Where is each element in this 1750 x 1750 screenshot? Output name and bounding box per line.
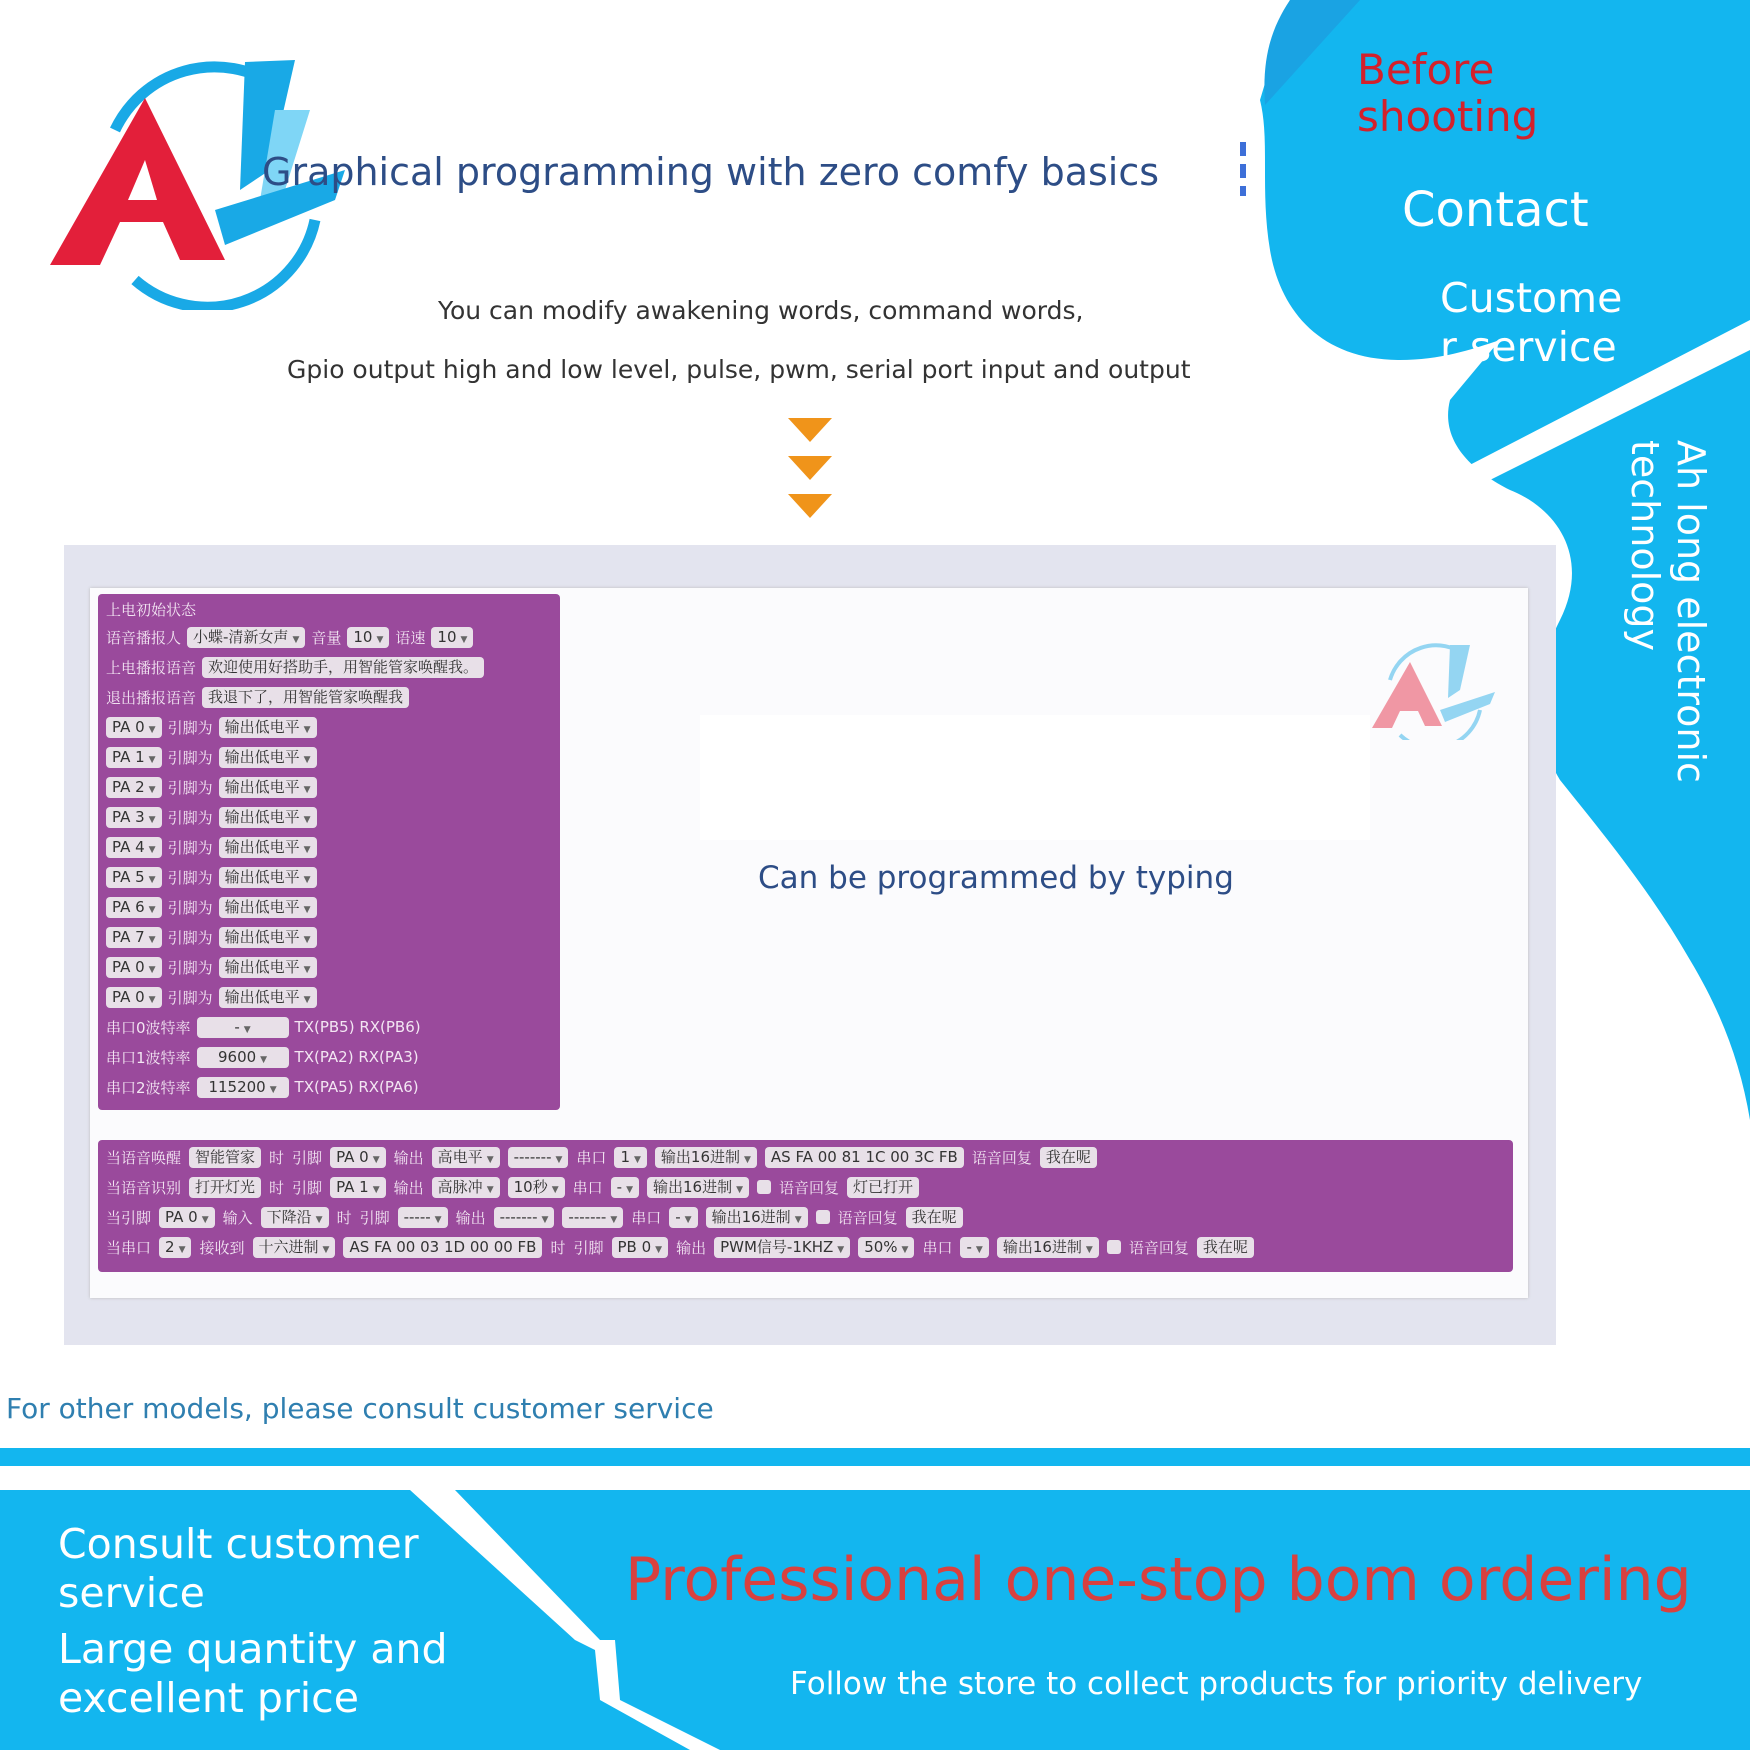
title-accent (1240, 142, 1248, 198)
pin-row (98, 952, 560, 982)
rule-label: 引脚 (292, 1178, 323, 1197)
chevron-down-icon: ▼ (315, 1214, 323, 1225)
chevron-down-icon: ▼ (148, 844, 156, 855)
rule-field[interactable] (398, 1207, 448, 1228)
rule-label: 输出 (455, 1208, 486, 1227)
rule-label: 时 (269, 1178, 285, 1197)
other-models-note: For other models, please consult customer service (6, 1392, 714, 1425)
speed-dropdown[interactable] (431, 627, 473, 648)
pin-dropdown[interactable] (106, 987, 162, 1008)
chevron-down-icon: ▼ (148, 754, 156, 765)
chevron-down-icon: ▼ (148, 934, 156, 945)
watermark-logo (1370, 640, 1500, 740)
rule-field-value: 输出16进制 (1002, 1237, 1082, 1256)
pin-mode-dropdown[interactable] (219, 837, 317, 858)
chevron-down-icon: ▼ (372, 1154, 380, 1165)
volume-dropdown[interactable] (347, 627, 389, 648)
price-line-2: excellent price (58, 1674, 359, 1722)
pin-mode-dropdown-value: 输出低电平 (224, 717, 300, 736)
rule-field[interactable] (765, 1147, 964, 1168)
rule-field[interactable] (611, 1177, 639, 1198)
rule-field[interactable] (494, 1207, 555, 1228)
baud-dropdown[interactable] (197, 1017, 289, 1038)
rule-field[interactable] (612, 1237, 669, 1258)
rule-field[interactable] (432, 1177, 500, 1198)
rule-field-value: 输出16进制 (652, 1177, 733, 1196)
rule-field[interactable] (261, 1207, 329, 1228)
rule-field-value: - (966, 1237, 972, 1256)
chevron-down-icon: ▼ (486, 1154, 494, 1165)
rule-field[interactable] (960, 1237, 988, 1258)
pin-mode-dropdown-value: 输出低电平 (224, 957, 300, 976)
serial-label: 串口2波特率 (106, 1078, 191, 1097)
baud-dropdown[interactable] (197, 1077, 289, 1098)
pin-dropdown-value: PA 4 (112, 837, 145, 856)
rule-field[interactable] (614, 1147, 646, 1168)
rule-label: 时 (550, 1238, 566, 1257)
pin-mode-dropdown-value: 输出低电平 (224, 987, 300, 1006)
pin-mode-dropdown[interactable] (219, 867, 317, 888)
pin-row (98, 712, 560, 742)
pin-dropdown[interactable] (106, 777, 162, 798)
pin-mode-dropdown-value: 输出低电平 (224, 897, 300, 916)
pin-row (98, 892, 560, 922)
chevron-down-icon: ▼ (1085, 1244, 1093, 1255)
before-shooting-label (1357, 46, 1538, 140)
rule-field[interactable] (508, 1177, 565, 1198)
chevron-down-icon: ▼ (655, 1244, 663, 1255)
rule-field[interactable] (189, 1177, 261, 1198)
pin-dropdown-value: PA 0 (112, 717, 145, 736)
rule-label: 语音回复 (779, 1178, 840, 1197)
chevron-down-icon: ▼ (178, 1244, 186, 1255)
follow-store-text: Follow the store to collect products for priority delivery (790, 1666, 1643, 1702)
consult-text (58, 1520, 419, 1618)
pin-row (98, 772, 560, 802)
chevron-down-icon: ▼ (736, 1184, 743, 1195)
pin-mode-dropdown-value: 输出低电平 (224, 927, 300, 946)
rule-field-value: 1 (620, 1147, 630, 1166)
rule-field-value: 智能管家 (195, 1147, 256, 1166)
rule-checkbox[interactable] (757, 1180, 771, 1194)
rule-field-value: ----- (403, 1207, 431, 1226)
rule-field-value: ------- (499, 1207, 538, 1226)
speaker-value: 小蝶-清新女声 (193, 627, 289, 646)
rule-label: 语音回复 (971, 1148, 1032, 1167)
chevron-down-icon: ▼ (148, 994, 156, 1005)
serial-pins-label: TX(PA5) RX(PA6) (294, 1078, 419, 1096)
rule-field-value: PA 0 (165, 1207, 198, 1226)
pin-mode-dropdown[interactable] (219, 747, 317, 768)
down-arrow-icon (786, 418, 834, 523)
subtitle-line-2: Gpio output high and low level, pulse, pwm, serial port input and output (287, 355, 1191, 384)
pin-mode-dropdown[interactable] (219, 897, 317, 918)
pin-dropdown-value: PA 1 (112, 747, 145, 766)
pin-mode-dropdown-value: 输出低电平 (224, 807, 300, 826)
pin-mode-dropdown[interactable] (219, 807, 317, 828)
serial-row (98, 1072, 560, 1102)
speed-value: 10 (437, 627, 457, 646)
chevron-down-icon: ▼ (303, 814, 311, 825)
serial-label: 串口1波特率 (106, 1048, 191, 1067)
rule-label: 输出 (393, 1148, 424, 1167)
blank-area (700, 715, 1370, 840)
rule-label: 语音回复 (837, 1208, 898, 1227)
pin-mode-dropdown[interactable] (219, 717, 317, 738)
serial-label: 串口0波特率 (106, 1018, 191, 1037)
pin-mode-dropdown[interactable] (219, 927, 317, 948)
chevron-down-icon: ▼ (684, 1214, 692, 1225)
rule-field-value: 2 (165, 1237, 175, 1256)
rules-block[interactable] (98, 1140, 1513, 1272)
chevron-down-icon: ▼ (148, 904, 156, 915)
rule-label: 当引脚 (106, 1208, 152, 1227)
rule-checkbox[interactable] (1107, 1240, 1121, 1254)
rule-field[interactable] (706, 1207, 808, 1228)
pin-label: 引脚为 (167, 838, 213, 857)
chevron-down-icon: ▼ (243, 1024, 251, 1035)
rule-label: 时 (336, 1208, 352, 1227)
contact-label: Contact (1402, 182, 1589, 238)
serial-pins-label: TX(PA2) RX(PA3) (294, 1048, 419, 1066)
rule-field[interactable] (508, 1147, 569, 1168)
rule-field[interactable] (189, 1147, 261, 1168)
pin-rows (98, 712, 560, 1012)
chevron-down-icon: ▼ (975, 1244, 983, 1255)
bottom-stripe (0, 1448, 1750, 1466)
pin-dropdown[interactable] (106, 747, 162, 768)
rule-label: 引脚 (292, 1148, 323, 1167)
rule-field[interactable] (669, 1207, 697, 1228)
rule-field-value: ------- (513, 1147, 552, 1166)
rule-row (98, 1202, 1513, 1232)
speaker-dropdown[interactable] (187, 627, 305, 648)
chevron-down-icon: ▼ (303, 724, 311, 735)
rule-row (98, 1232, 1513, 1262)
before-shooting-line-2: shooting (1357, 92, 1539, 141)
pin-mode-dropdown[interactable] (219, 987, 317, 1008)
subtitle-line-1: You can modify awakening words, command words, (438, 296, 1084, 325)
pin-dropdown[interactable] (106, 807, 162, 828)
rule-rows (98, 1142, 1513, 1262)
serial-row (98, 1012, 560, 1042)
consult-line-2: service (58, 1569, 205, 1617)
rule-field[interactable] (159, 1207, 215, 1228)
chevron-down-icon: ▼ (148, 964, 156, 975)
rule-checkbox[interactable] (816, 1210, 830, 1224)
chevron-down-icon: ▼ (303, 964, 311, 975)
rule-field[interactable] (847, 1177, 919, 1198)
chevron-down-icon: ▼ (303, 904, 311, 915)
rule-field[interactable] (330, 1147, 386, 1168)
page-title: Graphical programming with zero comfy basics (262, 150, 1160, 194)
pin-row (98, 922, 560, 952)
rule-field-value: PA 1 (336, 1177, 369, 1196)
rule-label: 当串口 (106, 1238, 152, 1257)
price-line-1: Large quantity and (58, 1625, 448, 1673)
rule-label: 输入 (222, 1208, 253, 1227)
pin-dropdown-value: PA 3 (112, 807, 145, 826)
rule-label: 串口 (631, 1208, 662, 1227)
rule-field[interactable] (330, 1177, 386, 1198)
price-text (58, 1625, 447, 1723)
pin-label: 引脚为 (167, 748, 213, 767)
pin-row (98, 982, 560, 1012)
chevron-down-icon: ▼ (269, 1084, 277, 1095)
chevron-down-icon: ▼ (148, 724, 156, 735)
rule-field[interactable] (647, 1177, 749, 1198)
pin-mode-dropdown-value: 输出低电平 (224, 777, 300, 796)
pin-label: 引脚为 (167, 868, 213, 887)
init-block-header: 上电初始状态 (106, 600, 197, 619)
customer-service-line-2: r service (1440, 323, 1617, 371)
chevron-down-icon: ▼ (434, 1214, 442, 1225)
pin-dropdown[interactable] (106, 717, 162, 738)
consult-line-1: Consult customer (58, 1520, 419, 1568)
rule-field-value: AS FA 00 03 1D 00 00 FB (349, 1237, 537, 1256)
pin-label: 引脚为 (167, 808, 213, 827)
pin-mode-dropdown[interactable] (219, 777, 317, 798)
chevron-down-icon: ▼ (633, 1154, 641, 1165)
chevron-down-icon: ▼ (292, 634, 300, 645)
power-on-label: 上电播报语音 (106, 658, 197, 677)
rule-row (98, 1172, 1513, 1202)
chevron-down-icon: ▼ (551, 1184, 559, 1195)
pin-mode-dropdown-value: 输出低电平 (224, 867, 300, 886)
chevron-down-icon: ▼ (555, 1154, 563, 1165)
rule-field[interactable] (343, 1237, 542, 1258)
rule-label: 串口 (576, 1148, 607, 1167)
volume-value: 10 (353, 627, 373, 646)
chevron-down-icon: ▼ (460, 634, 468, 645)
rule-field-value: 输出16进制 (660, 1147, 740, 1166)
rule-field-value: ------- (568, 1207, 607, 1226)
chevron-down-icon: ▼ (901, 1244, 909, 1255)
pin-label: 引脚为 (167, 928, 213, 947)
rule-field-value: PB 0 (617, 1237, 652, 1256)
pin-label: 引脚为 (167, 958, 213, 977)
rule-field[interactable] (1040, 1147, 1097, 1168)
pin-row (98, 832, 560, 862)
chevron-down-icon: ▼ (303, 784, 311, 795)
chevron-down-icon: ▼ (303, 844, 311, 855)
chevron-down-icon: ▼ (486, 1184, 494, 1195)
rule-field[interactable] (1197, 1237, 1254, 1258)
rule-field[interactable] (655, 1147, 757, 1168)
rule-field-value: PWM信号-1KHZ (720, 1237, 834, 1256)
rule-field[interactable] (432, 1147, 500, 1168)
rule-label: 串口 (572, 1178, 603, 1197)
chevron-down-icon: ▼ (541, 1214, 549, 1225)
vertical-brand-line-1: Ah long electronic (1669, 440, 1713, 783)
chevron-down-icon: ▼ (610, 1214, 618, 1225)
rule-label: 引脚 (573, 1238, 604, 1257)
rule-field-value: 输出16进制 (711, 1207, 791, 1226)
chevron-down-icon: ▼ (372, 1184, 380, 1195)
rule-label: 接收到 (199, 1238, 245, 1257)
rule-field[interactable] (997, 1237, 1099, 1258)
chevron-down-icon: ▼ (626, 1184, 633, 1195)
pin-dropdown-value: PA 6 (112, 897, 145, 916)
pin-row (98, 802, 560, 832)
pin-mode-dropdown-value: 输出低电平 (224, 747, 300, 766)
rule-field[interactable] (858, 1237, 914, 1258)
rule-field-value: 10秒 (513, 1177, 548, 1196)
pin-label: 引脚为 (167, 898, 213, 917)
rule-label: 当语音唤醒 (106, 1148, 182, 1167)
before-shooting-line-1: Before (1357, 45, 1495, 94)
baud-dropdown[interactable] (197, 1047, 289, 1068)
rule-field-value: PA 0 (336, 1147, 369, 1166)
rule-field-value: - (616, 1177, 623, 1196)
pin-dropdown[interactable] (106, 867, 162, 888)
pin-mode-dropdown[interactable] (219, 957, 317, 978)
chevron-down-icon: ▼ (322, 1244, 330, 1255)
chevron-down-icon: ▼ (303, 994, 311, 1005)
pin-dropdown-value: PA 2 (112, 777, 145, 796)
vertical-brand-text (1622, 440, 1714, 783)
rule-label: 语音回复 (1128, 1238, 1189, 1257)
chevron-down-icon: ▼ (837, 1244, 845, 1255)
pin-dropdown-value: PA 0 (112, 987, 145, 1006)
exit-input[interactable]: 我退下了，用智能管家唤醒我 (202, 687, 409, 708)
rule-field[interactable] (714, 1237, 850, 1258)
rule-field-value: 我在呢 (911, 1207, 957, 1226)
baud-dropdown-value: 9600 (217, 1047, 257, 1066)
baud-dropdown-value: - (234, 1017, 240, 1036)
chevron-down-icon: ▼ (148, 874, 156, 885)
chevron-down-icon: ▼ (303, 934, 311, 945)
pin-row (98, 862, 560, 892)
pin-dropdown[interactable] (106, 957, 162, 978)
rule-field-value: 我在呢 (1045, 1147, 1091, 1166)
speaker-label: 语音播报人 (106, 628, 182, 647)
rule-field-value: 高脉冲 (437, 1177, 483, 1196)
rule-field-value: 灯已打开 (853, 1177, 914, 1196)
rule-field-value: 我在呢 (1202, 1237, 1248, 1256)
volume-label: 音量 (311, 628, 342, 647)
pin-label: 引脚为 (167, 778, 213, 797)
pin-dropdown[interactable] (106, 897, 162, 918)
rule-field[interactable] (906, 1207, 963, 1228)
typing-note: Can be programmed by typing (758, 860, 1234, 896)
rule-label: 引脚 (359, 1208, 390, 1227)
pin-label: 引脚为 (167, 718, 213, 737)
vertical-brand-line-2: technology (1623, 440, 1667, 652)
chevron-down-icon: ▼ (148, 784, 156, 795)
rule-field-value: 下降沿 (266, 1207, 312, 1226)
rule-label: 输出 (393, 1178, 424, 1197)
rule-field-value: - (675, 1207, 681, 1226)
chevron-down-icon: ▼ (303, 754, 311, 765)
pin-dropdown-value: PA 5 (112, 867, 145, 886)
rule-field-value: 打开灯光 (195, 1177, 256, 1196)
chevron-down-icon: ▼ (376, 634, 384, 645)
pin-row (98, 742, 560, 772)
rule-label: 时 (269, 1148, 285, 1167)
pin-label: 引脚为 (167, 988, 213, 1007)
serial-pins-label: TX(PB5) RX(PB6) (294, 1018, 421, 1036)
customer-service-line-1: Custome (1440, 274, 1623, 322)
chevron-down-icon: ▼ (794, 1214, 802, 1225)
rule-label: 串口 (922, 1238, 953, 1257)
pin-mode-dropdown-value: 输出低电平 (224, 837, 300, 856)
rule-label: 当语音识别 (106, 1178, 182, 1197)
speed-label: 语速 (395, 628, 426, 647)
baud-dropdown-value: 115200 (208, 1077, 266, 1096)
power-on-input[interactable]: 欢迎使用好搭助手，用智能管家唤醒我。 (202, 657, 484, 678)
init-state-block[interactable] (98, 594, 560, 1110)
rule-field-value: 50% (864, 1237, 898, 1256)
chevron-down-icon: ▼ (201, 1214, 209, 1225)
chevron-down-icon: ▼ (148, 814, 156, 825)
serial-row (98, 1042, 560, 1072)
pin-dropdown[interactable] (106, 927, 162, 948)
rule-field-value: 十六进制 (258, 1237, 319, 1256)
exit-label: 退出播报语音 (106, 688, 197, 707)
pin-dropdown[interactable] (106, 837, 162, 858)
chevron-down-icon: ▼ (260, 1054, 268, 1065)
serial-rows (98, 1012, 560, 1102)
pin-dropdown-value: PA 0 (112, 957, 145, 976)
rule-field[interactable] (562, 1207, 623, 1228)
chevron-down-icon: ▼ (744, 1154, 751, 1165)
chevron-down-icon: ▼ (303, 874, 311, 885)
rule-field[interactable] (159, 1237, 191, 1258)
rule-field-value: AS FA 00 81 1C 00 3C FB (770, 1147, 958, 1166)
rule-row (98, 1142, 1513, 1172)
pin-dropdown-value: PA 7 (112, 927, 145, 946)
rule-field[interactable] (253, 1237, 336, 1258)
rule-field-value: 高电平 (437, 1147, 483, 1166)
bom-headline: Professional one-stop bom ordering (625, 1545, 1692, 1615)
rule-label: 输出 (676, 1238, 707, 1257)
customer-service-label (1440, 274, 1622, 372)
